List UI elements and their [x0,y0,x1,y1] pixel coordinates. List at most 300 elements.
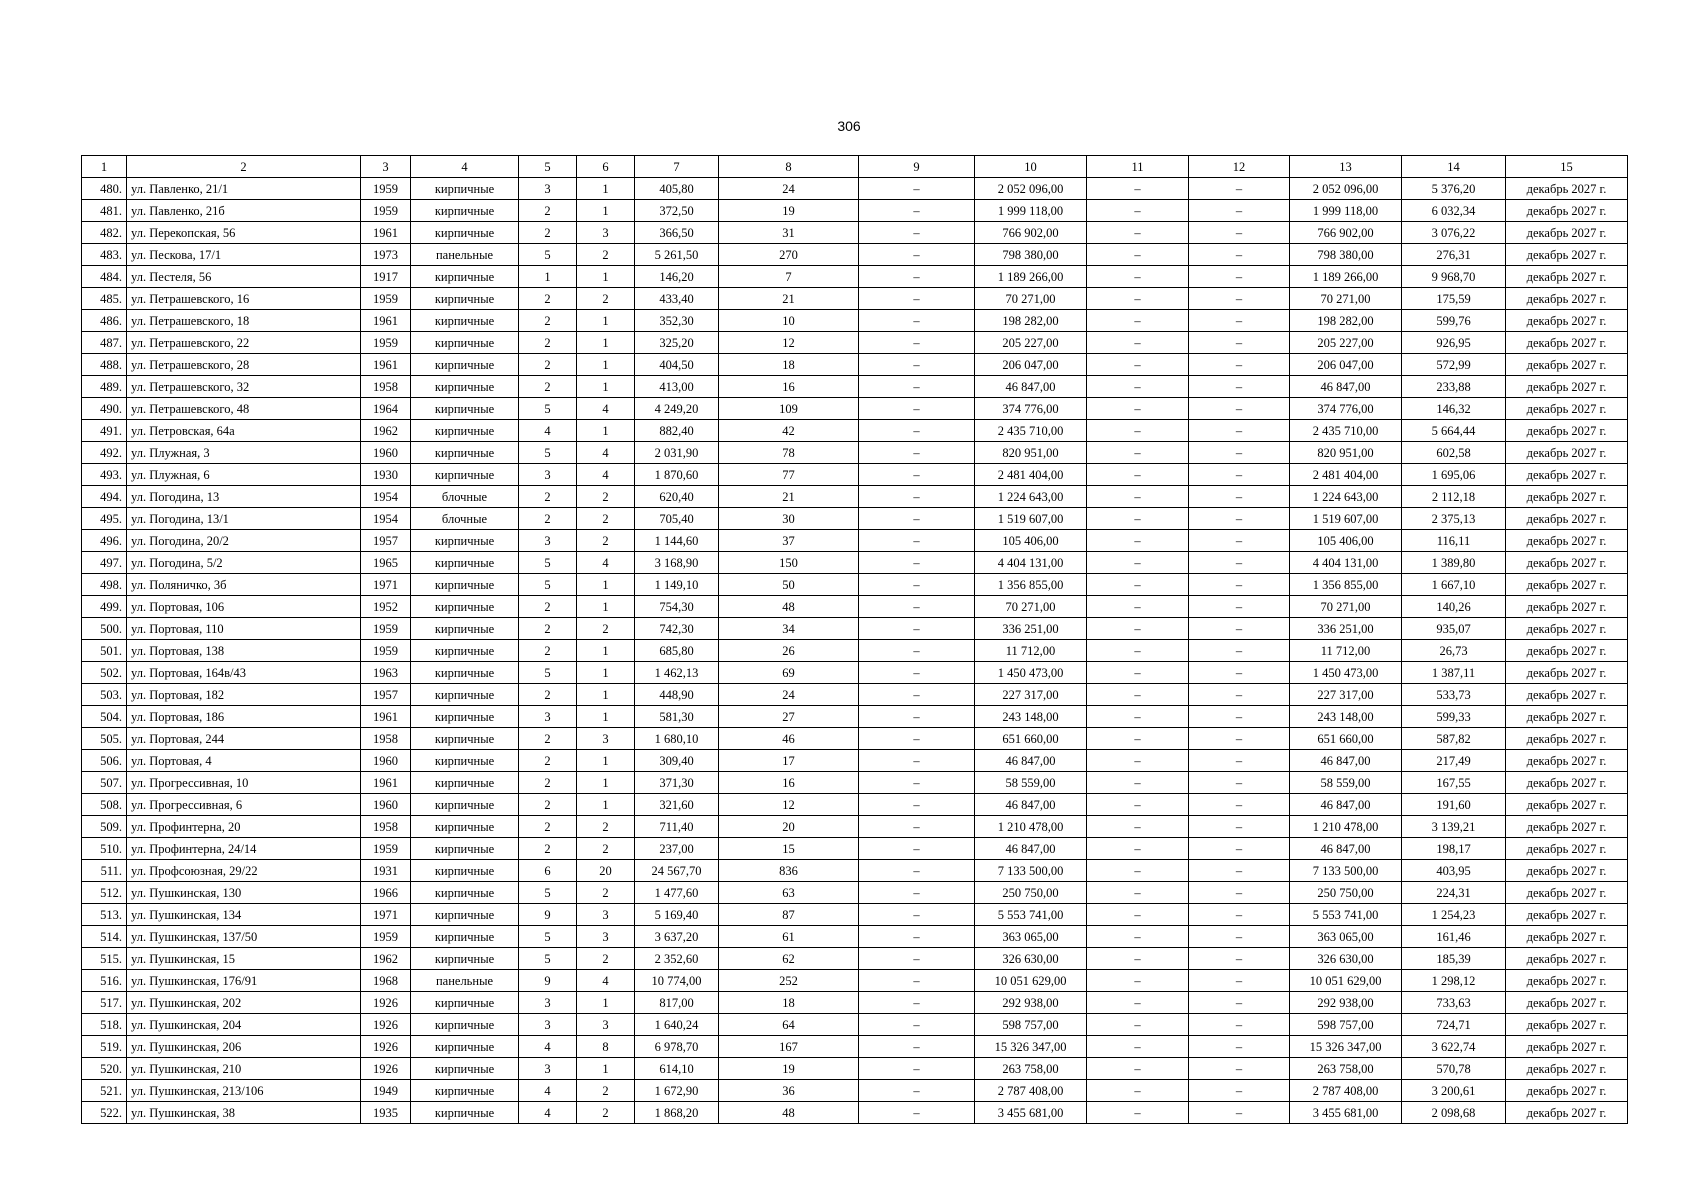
col9-cell: – [859,948,975,970]
area-cell: 5 261,50 [635,244,719,266]
residents-cell: 15 [719,838,859,860]
total-cost-cell: 3 455 681,00 [975,1102,1087,1124]
entrances-cell: 3 [577,728,635,750]
deadline-cell: декабрь 2027 г. [1506,376,1628,398]
deadline-cell: декабрь 2027 г. [1506,266,1628,288]
address-cell: ул. Портовая, 4 [127,750,361,772]
unit-cost-cell: 185,39 [1402,948,1506,970]
wall-material-cell: кирпичные [411,222,519,244]
col12-cell: – [1189,222,1290,244]
table-row [82,552,1628,574]
col9-cell: – [859,288,975,310]
area-cell: 325,20 [635,332,719,354]
row-number: 516. [82,970,127,992]
floors-cell: 6 [519,860,577,882]
deadline-cell: декабрь 2027 г. [1506,1058,1628,1080]
table-row [82,596,1628,618]
entrances-cell: 1 [577,178,635,200]
deadline-cell: декабрь 2027 г. [1506,310,1628,332]
year-cell: 1957 [361,684,411,706]
entrances-cell: 2 [577,1080,635,1102]
floors-cell: 2 [519,838,577,860]
col11-cell: – [1087,420,1189,442]
area-cell: 146,20 [635,266,719,288]
floors-cell: 1 [519,266,577,288]
column-header-10: 10 [975,156,1087,178]
floors-cell: 3 [519,992,577,1014]
column-header-3: 3 [361,156,411,178]
wall-material-cell: кирпичные [411,706,519,728]
col12-cell: – [1189,376,1290,398]
address-cell: ул. Павленко, 21/1 [127,178,361,200]
col9-cell: – [859,1080,975,1102]
col9-cell: – [859,178,975,200]
address-cell: ул. Плужная, 6 [127,464,361,486]
wall-material-cell: панельные [411,244,519,266]
col11-cell: – [1087,552,1189,574]
entrances-cell: 3 [577,926,635,948]
floors-cell: 2 [519,332,577,354]
col12-cell: – [1189,508,1290,530]
row-number: 491. [82,420,127,442]
wall-material-cell: кирпичные [411,1036,519,1058]
col12-cell: – [1189,860,1290,882]
row-number: 488. [82,354,127,376]
unit-cost-cell: 217,49 [1402,750,1506,772]
col11-cell: – [1087,310,1189,332]
col9-cell: – [859,552,975,574]
cost-cell: 70 271,00 [1290,596,1402,618]
col9-cell: – [859,376,975,398]
address-cell: ул. Петрашевского, 18 [127,310,361,332]
residents-cell: 12 [719,794,859,816]
wall-material-cell: кирпичные [411,1014,519,1036]
row-number: 522. [82,1102,127,1124]
table-row [82,244,1628,266]
wall-material-cell: кирпичные [411,464,519,486]
table-row [82,640,1628,662]
cost-cell: 58 559,00 [1290,772,1402,794]
page-number: 306 [837,118,861,134]
col9-cell: – [859,442,975,464]
residents-cell: 30 [719,508,859,530]
wall-material-cell: кирпичные [411,398,519,420]
residents-cell: 48 [719,596,859,618]
residents-cell: 62 [719,948,859,970]
table-row [82,904,1628,926]
unit-cost-cell: 175,59 [1402,288,1506,310]
col11-cell: – [1087,486,1189,508]
deadline-cell: декабрь 2027 г. [1506,596,1628,618]
floors-cell: 2 [519,354,577,376]
residents-cell: 10 [719,310,859,332]
unit-cost-cell: 570,78 [1402,1058,1506,1080]
entrances-cell: 2 [577,882,635,904]
area-cell: 711,40 [635,816,719,838]
address-cell: ул. Пушкинская, 38 [127,1102,361,1124]
col12-cell: – [1189,486,1290,508]
cost-cell: 336 251,00 [1290,618,1402,640]
floors-cell: 2 [519,376,577,398]
col9-cell: – [859,992,975,1014]
wall-material-cell: кирпичные [411,552,519,574]
entrances-cell: 1 [577,354,635,376]
year-cell: 1958 [361,728,411,750]
row-number: 487. [82,332,127,354]
year-cell: 1959 [361,618,411,640]
column-header-15: 15 [1506,156,1628,178]
entrances-cell: 2 [577,486,635,508]
table-row [82,508,1628,530]
col12-cell: – [1189,706,1290,728]
unit-cost-cell: 3 076,22 [1402,222,1506,244]
deadline-cell: декабрь 2027 г. [1506,904,1628,926]
col11-cell: – [1087,376,1189,398]
table-row [82,288,1628,310]
total-cost-cell: 70 271,00 [975,288,1087,310]
area-cell: 5 169,40 [635,904,719,926]
col9-cell: – [859,530,975,552]
deadline-cell: декабрь 2027 г. [1506,1036,1628,1058]
total-cost-cell: 798 380,00 [975,244,1087,266]
residents-cell: 63 [719,882,859,904]
col11-cell: – [1087,1080,1189,1102]
col11-cell: – [1087,596,1189,618]
col9-cell: – [859,508,975,530]
wall-material-cell: блочные [411,508,519,530]
year-cell: 1960 [361,750,411,772]
area-cell: 2 031,90 [635,442,719,464]
col12-cell: – [1189,640,1290,662]
col9-cell: – [859,464,975,486]
total-cost-cell: 2 435 710,00 [975,420,1087,442]
row-number: 509. [82,816,127,838]
residents-cell: 26 [719,640,859,662]
table-row [82,354,1628,376]
residents-cell: 87 [719,904,859,926]
row-number: 483. [82,244,127,266]
year-cell: 1917 [361,266,411,288]
unit-cost-cell: 167,55 [1402,772,1506,794]
total-cost-cell: 263 758,00 [975,1058,1087,1080]
cost-cell: 2 787 408,00 [1290,1080,1402,1102]
unit-cost-cell: 146,32 [1402,398,1506,420]
area-cell: 685,80 [635,640,719,662]
area-cell: 6 978,70 [635,1036,719,1058]
floors-cell: 2 [519,640,577,662]
housing-register-table [81,155,1628,1124]
entrances-cell: 4 [577,970,635,992]
cost-cell: 766 902,00 [1290,222,1402,244]
area-cell: 1 680,10 [635,728,719,750]
entrances-cell: 1 [577,310,635,332]
col12-cell: – [1189,442,1290,464]
unit-cost-cell: 6 032,34 [1402,200,1506,222]
deadline-cell: декабрь 2027 г. [1506,200,1628,222]
floors-cell: 3 [519,178,577,200]
floors-cell: 3 [519,530,577,552]
col11-cell: – [1087,1014,1189,1036]
unit-cost-cell: 1 389,80 [1402,552,1506,574]
col12-cell: – [1189,288,1290,310]
cost-cell: 651 660,00 [1290,728,1402,750]
year-cell: 1959 [361,288,411,310]
address-cell: ул. Портовая, 106 [127,596,361,618]
floors-cell: 9 [519,970,577,992]
col12-cell: – [1189,332,1290,354]
row-number: 499. [82,596,127,618]
row-number: 497. [82,552,127,574]
col11-cell: – [1087,904,1189,926]
unit-cost-cell: 140,26 [1402,596,1506,618]
cost-cell: 46 847,00 [1290,376,1402,398]
entrances-cell: 1 [577,376,635,398]
entrances-cell: 3 [577,1014,635,1036]
col11-cell: – [1087,794,1189,816]
floors-cell: 5 [519,398,577,420]
col11-cell: – [1087,662,1189,684]
table-row [82,750,1628,772]
floors-cell: 3 [519,706,577,728]
address-cell: ул. Пушкинская, 202 [127,992,361,1014]
unit-cost-cell: 572,99 [1402,354,1506,376]
year-cell: 1926 [361,1058,411,1080]
table-row [82,1014,1628,1036]
year-cell: 1971 [361,904,411,926]
col9-cell: – [859,332,975,354]
entrances-cell: 1 [577,640,635,662]
row-number: 517. [82,992,127,1014]
table-row [82,992,1628,1014]
col12-cell: – [1189,244,1290,266]
col11-cell: – [1087,574,1189,596]
cost-cell: 206 047,00 [1290,354,1402,376]
total-cost-cell: 15 326 347,00 [975,1036,1087,1058]
wall-material-cell: кирпичные [411,816,519,838]
entrances-cell: 4 [577,552,635,574]
wall-material-cell: кирпичные [411,596,519,618]
residents-cell: 34 [719,618,859,640]
unit-cost-cell: 599,33 [1402,706,1506,728]
col12-cell: – [1189,970,1290,992]
address-cell: ул. Погодина, 13 [127,486,361,508]
area-cell: 1 640,24 [635,1014,719,1036]
table-row [82,486,1628,508]
total-cost-cell: 58 559,00 [975,772,1087,794]
total-cost-cell: 5 553 741,00 [975,904,1087,926]
address-cell: ул. Плужная, 3 [127,442,361,464]
wall-material-cell: блочные [411,486,519,508]
col12-cell: – [1189,420,1290,442]
table-row [82,860,1628,882]
col9-cell: – [859,596,975,618]
total-cost-cell: 1 356 855,00 [975,574,1087,596]
col12-cell: – [1189,728,1290,750]
col9-cell: – [859,640,975,662]
residents-cell: 109 [719,398,859,420]
address-cell: ул. Профинтерна, 24/14 [127,838,361,860]
row-number: 493. [82,464,127,486]
area-cell: 581,30 [635,706,719,728]
table-row [82,376,1628,398]
row-number: 520. [82,1058,127,1080]
address-cell: ул. Петрашевского, 22 [127,332,361,354]
row-number: 495. [82,508,127,530]
area-cell: 404,50 [635,354,719,376]
cost-cell: 1 224 643,00 [1290,486,1402,508]
wall-material-cell: кирпичные [411,882,519,904]
total-cost-cell: 2 481 404,00 [975,464,1087,486]
address-cell: ул. Пушкинская, 176/91 [127,970,361,992]
col11-cell: – [1087,992,1189,1014]
deadline-cell: декабрь 2027 г. [1506,552,1628,574]
wall-material-cell: кирпичные [411,904,519,926]
table-row [82,574,1628,596]
deadline-cell: декабрь 2027 г. [1506,706,1628,728]
deadline-cell: декабрь 2027 г. [1506,398,1628,420]
wall-material-cell: кирпичные [411,794,519,816]
address-cell: ул. Петровская, 64а [127,420,361,442]
col9-cell: – [859,882,975,904]
floors-cell: 5 [519,882,577,904]
total-cost-cell: 363 065,00 [975,926,1087,948]
unit-cost-cell: 26,73 [1402,640,1506,662]
deadline-cell: декабрь 2027 г. [1506,530,1628,552]
column-header-5: 5 [519,156,577,178]
col11-cell: – [1087,750,1189,772]
col12-cell: – [1189,354,1290,376]
col11-cell: – [1087,200,1189,222]
wall-material-cell: кирпичные [411,332,519,354]
table-row [82,728,1628,750]
deadline-cell: декабрь 2027 г. [1506,332,1628,354]
deadline-cell: декабрь 2027 г. [1506,464,1628,486]
unit-cost-cell: 1 695,06 [1402,464,1506,486]
wall-material-cell: кирпичные [411,948,519,970]
col11-cell: – [1087,398,1189,420]
year-cell: 1966 [361,882,411,904]
floors-cell: 5 [519,552,577,574]
table-row [82,310,1628,332]
unit-cost-cell: 599,76 [1402,310,1506,332]
year-cell: 1954 [361,486,411,508]
floors-cell: 2 [519,750,577,772]
address-cell: ул. Профсоюзная, 29/22 [127,860,361,882]
floors-cell: 2 [519,222,577,244]
col12-cell: – [1189,684,1290,706]
area-cell: 1 462,13 [635,662,719,684]
col9-cell: – [859,750,975,772]
row-number: 518. [82,1014,127,1036]
row-number: 514. [82,926,127,948]
area-cell: 882,40 [635,420,719,442]
floors-cell: 2 [519,288,577,310]
cost-cell: 11 712,00 [1290,640,1402,662]
table-row [82,1080,1628,1102]
col12-cell: – [1189,574,1290,596]
col12-cell: – [1189,882,1290,904]
year-cell: 1962 [361,420,411,442]
area-cell: 24 567,70 [635,860,719,882]
wall-material-cell: кирпичные [411,442,519,464]
deadline-cell: декабрь 2027 г. [1506,816,1628,838]
wall-material-cell: кирпичные [411,838,519,860]
total-cost-cell: 598 757,00 [975,1014,1087,1036]
total-cost-cell: 1 519 607,00 [975,508,1087,530]
cost-cell: 5 553 741,00 [1290,904,1402,926]
cost-cell: 46 847,00 [1290,750,1402,772]
entrances-cell: 2 [577,948,635,970]
total-cost-cell: 2 052 096,00 [975,178,1087,200]
table-row [82,266,1628,288]
column-header-9: 9 [859,156,975,178]
unit-cost-cell: 198,17 [1402,838,1506,860]
table-row [82,838,1628,860]
wall-material-cell: кирпичные [411,200,519,222]
row-number: 500. [82,618,127,640]
col12-cell: – [1189,1058,1290,1080]
unit-cost-cell: 3 139,21 [1402,816,1506,838]
deadline-cell: декабрь 2027 г. [1506,992,1628,1014]
row-number: 484. [82,266,127,288]
deadline-cell: декабрь 2027 г. [1506,794,1628,816]
table-row [82,398,1628,420]
year-cell: 1964 [361,398,411,420]
deadline-cell: декабрь 2027 г. [1506,1102,1628,1124]
residents-cell: 50 [719,574,859,596]
col11-cell: – [1087,1102,1189,1124]
total-cost-cell: 243 148,00 [975,706,1087,728]
cost-cell: 105 406,00 [1290,530,1402,552]
row-number: 496. [82,530,127,552]
col9-cell: – [859,684,975,706]
col9-cell: – [859,926,975,948]
col9-cell: – [859,200,975,222]
floors-cell: 2 [519,618,577,640]
cost-cell: 4 404 131,00 [1290,552,1402,574]
col9-cell: – [859,310,975,332]
unit-cost-cell: 161,46 [1402,926,1506,948]
table-row [82,420,1628,442]
residents-cell: 19 [719,1058,859,1080]
entrances-cell: 1 [577,596,635,618]
deadline-cell: декабрь 2027 г. [1506,838,1628,860]
total-cost-cell: 1 189 266,00 [975,266,1087,288]
col12-cell: – [1189,464,1290,486]
col9-cell: – [859,1014,975,1036]
wall-material-cell: кирпичные [411,926,519,948]
col11-cell: – [1087,354,1189,376]
col12-cell: – [1189,948,1290,970]
table-row [82,948,1628,970]
entrances-cell: 1 [577,420,635,442]
total-cost-cell: 250 750,00 [975,882,1087,904]
year-cell: 1968 [361,970,411,992]
total-cost-cell: 205 227,00 [975,332,1087,354]
col12-cell: – [1189,552,1290,574]
year-cell: 1958 [361,816,411,838]
residents-cell: 252 [719,970,859,992]
area-cell: 1 870,60 [635,464,719,486]
cost-cell: 205 227,00 [1290,332,1402,354]
area-cell: 309,40 [635,750,719,772]
year-cell: 1949 [361,1080,411,1102]
col11-cell: – [1087,442,1189,464]
col11-cell: – [1087,684,1189,706]
unit-cost-cell: 403,95 [1402,860,1506,882]
floors-cell: 3 [519,464,577,486]
residents-cell: 16 [719,376,859,398]
